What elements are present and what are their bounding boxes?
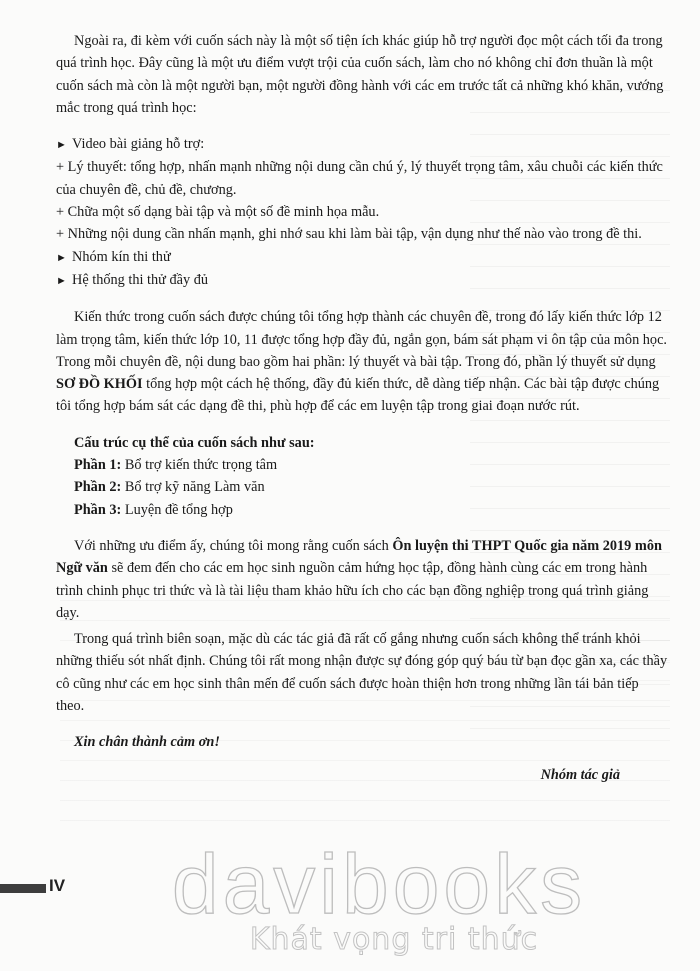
hope-paragraph: Với những ưu điểm ấy, chúng tôi mong rằng cuốn sách Ôn luyện thi THPT Quốc gia năm 2019 môn Ngữ văn sẽ đem đến cho các em học sinh nguồn cảm hứng học tập, đồng hành cùng các em trong hành trình chinh phục tri thức và là tài liệu tham khảo hữu ích cho các bạn đồng nghiệp trong quá trình giảng dạy.	[56, 537, 662, 621]
page-content	[56, 30, 670, 786]
watermark-subtitle: Khát vọng tri thức	[249, 922, 539, 957]
triangle-bullet-icon: ►	[56, 251, 67, 264]
sub-item-theory: + Lý thuyết: tổng hợp, nhấn mạnh những nội dung cần chú ý, lý thuyết trọng tâm, xâu chuỗi các kiến thức của chuyên đề, chủ đề, chương.	[56, 159, 663, 198]
utilities-list	[56, 133, 670, 292]
part-1: Phần 1: Bổ trợ kiến thức trọng tâm	[74, 457, 278, 474]
structure-section	[56, 432, 670, 521]
author-signature: Nhóm tác giả	[540, 766, 620, 783]
triangle-bullet-icon: ►	[56, 139, 67, 152]
sub-item-exercises: + Chữa một số dạng bài tập và một số đề minh họa mẫu.	[56, 204, 380, 221]
book-title: Ôn luyện thi THPT Quốc gia năm 2019 môn Ngữ văn	[56, 537, 662, 577]
compile-paragraph: Trong quá trình biên soạn, mặc dù các tác giả đã rất cố gắng nhưng cuốn sách không thể tránh khỏi những thiếu sót nhất định. Chúng tôi rất mong nhận được sự đóng góp quý báu từ bạn đọc gần xa, các thầy cô cũng như các em học sinh thân mến để cuốn sách được hoàn thiện hơn trong những lần tái bản tiếp theo.	[56, 631, 668, 715]
list-item-video: ► Video bài giảng hỗ trợ:	[56, 133, 670, 156]
triangle-bullet-icon: ►	[56, 274, 67, 287]
intro-paragraph: Ngoài ra, đi kèm với cuốn sách này là một số tiện ích khác giúp hỗ trợ người đọc một cách tối đa trong quá trình học. Đây cũng là một ưu điểm vượt trội của cuốn sách, làm cho nó không chỉ đơn thuần là một cuốn sách mà còn là một người bạn, một người đồng hành với các em trước tất cả những khó khăn, vướng mắc trong quá trình học:	[56, 33, 664, 116]
part-3: Phần 3: Luyện đề tổng hợp	[74, 501, 233, 518]
structure-heading: Cấu trúc cụ thể của cuốn sách như sau:	[74, 434, 315, 451]
sub-item-notes: + Những nội dung cần nhấn mạnh, ghi nhớ sau khi làm bài tập, vận dụng như thế nào vào trong đề thi.	[56, 226, 642, 243]
watermark-title: davibooks	[171, 837, 587, 931]
thanks-line: Xin chân thành cảm ơn!	[74, 734, 220, 751]
part-2: Phần 2: Bổ trợ kỹ năng Làm văn	[74, 479, 265, 496]
block-diagram-highlight: SƠ ĐỒ KHỐI	[56, 376, 143, 393]
page-number: IV	[49, 876, 66, 895]
list-item-group: ► Nhóm kín thi thử	[56, 246, 670, 269]
list-item-system: ► Hệ thống thi thử đầy đủ	[56, 269, 670, 292]
knowledge-paragraph: Kiến thức trong cuốn sách được chúng tôi tổng hợp thành các chuyên đề, trong đó lấy kiến thức lớp 12 làm trọng tâm, kiến thức lớp 10, 11 được tổng hợp đầy đủ, ngắn gọn, bám sát phạm vi ôn tập của môn học. Trong mỗi chuyên đề, nội dung bao gồm hai phần: lý thuyết và bài tập. Trong đó, phần lý thuyết sử dụng SƠ ĐỒ KHỐI tổng hợp một cách hệ thống, đầy đủ kiến thức, dễ dàng tiếp nhận. Các bài tập được chúng tôi tổng hợp bám sát các dạng đề thi, phù hợp để các em luyện tập trong giai đoạn nước rút.	[56, 309, 668, 415]
